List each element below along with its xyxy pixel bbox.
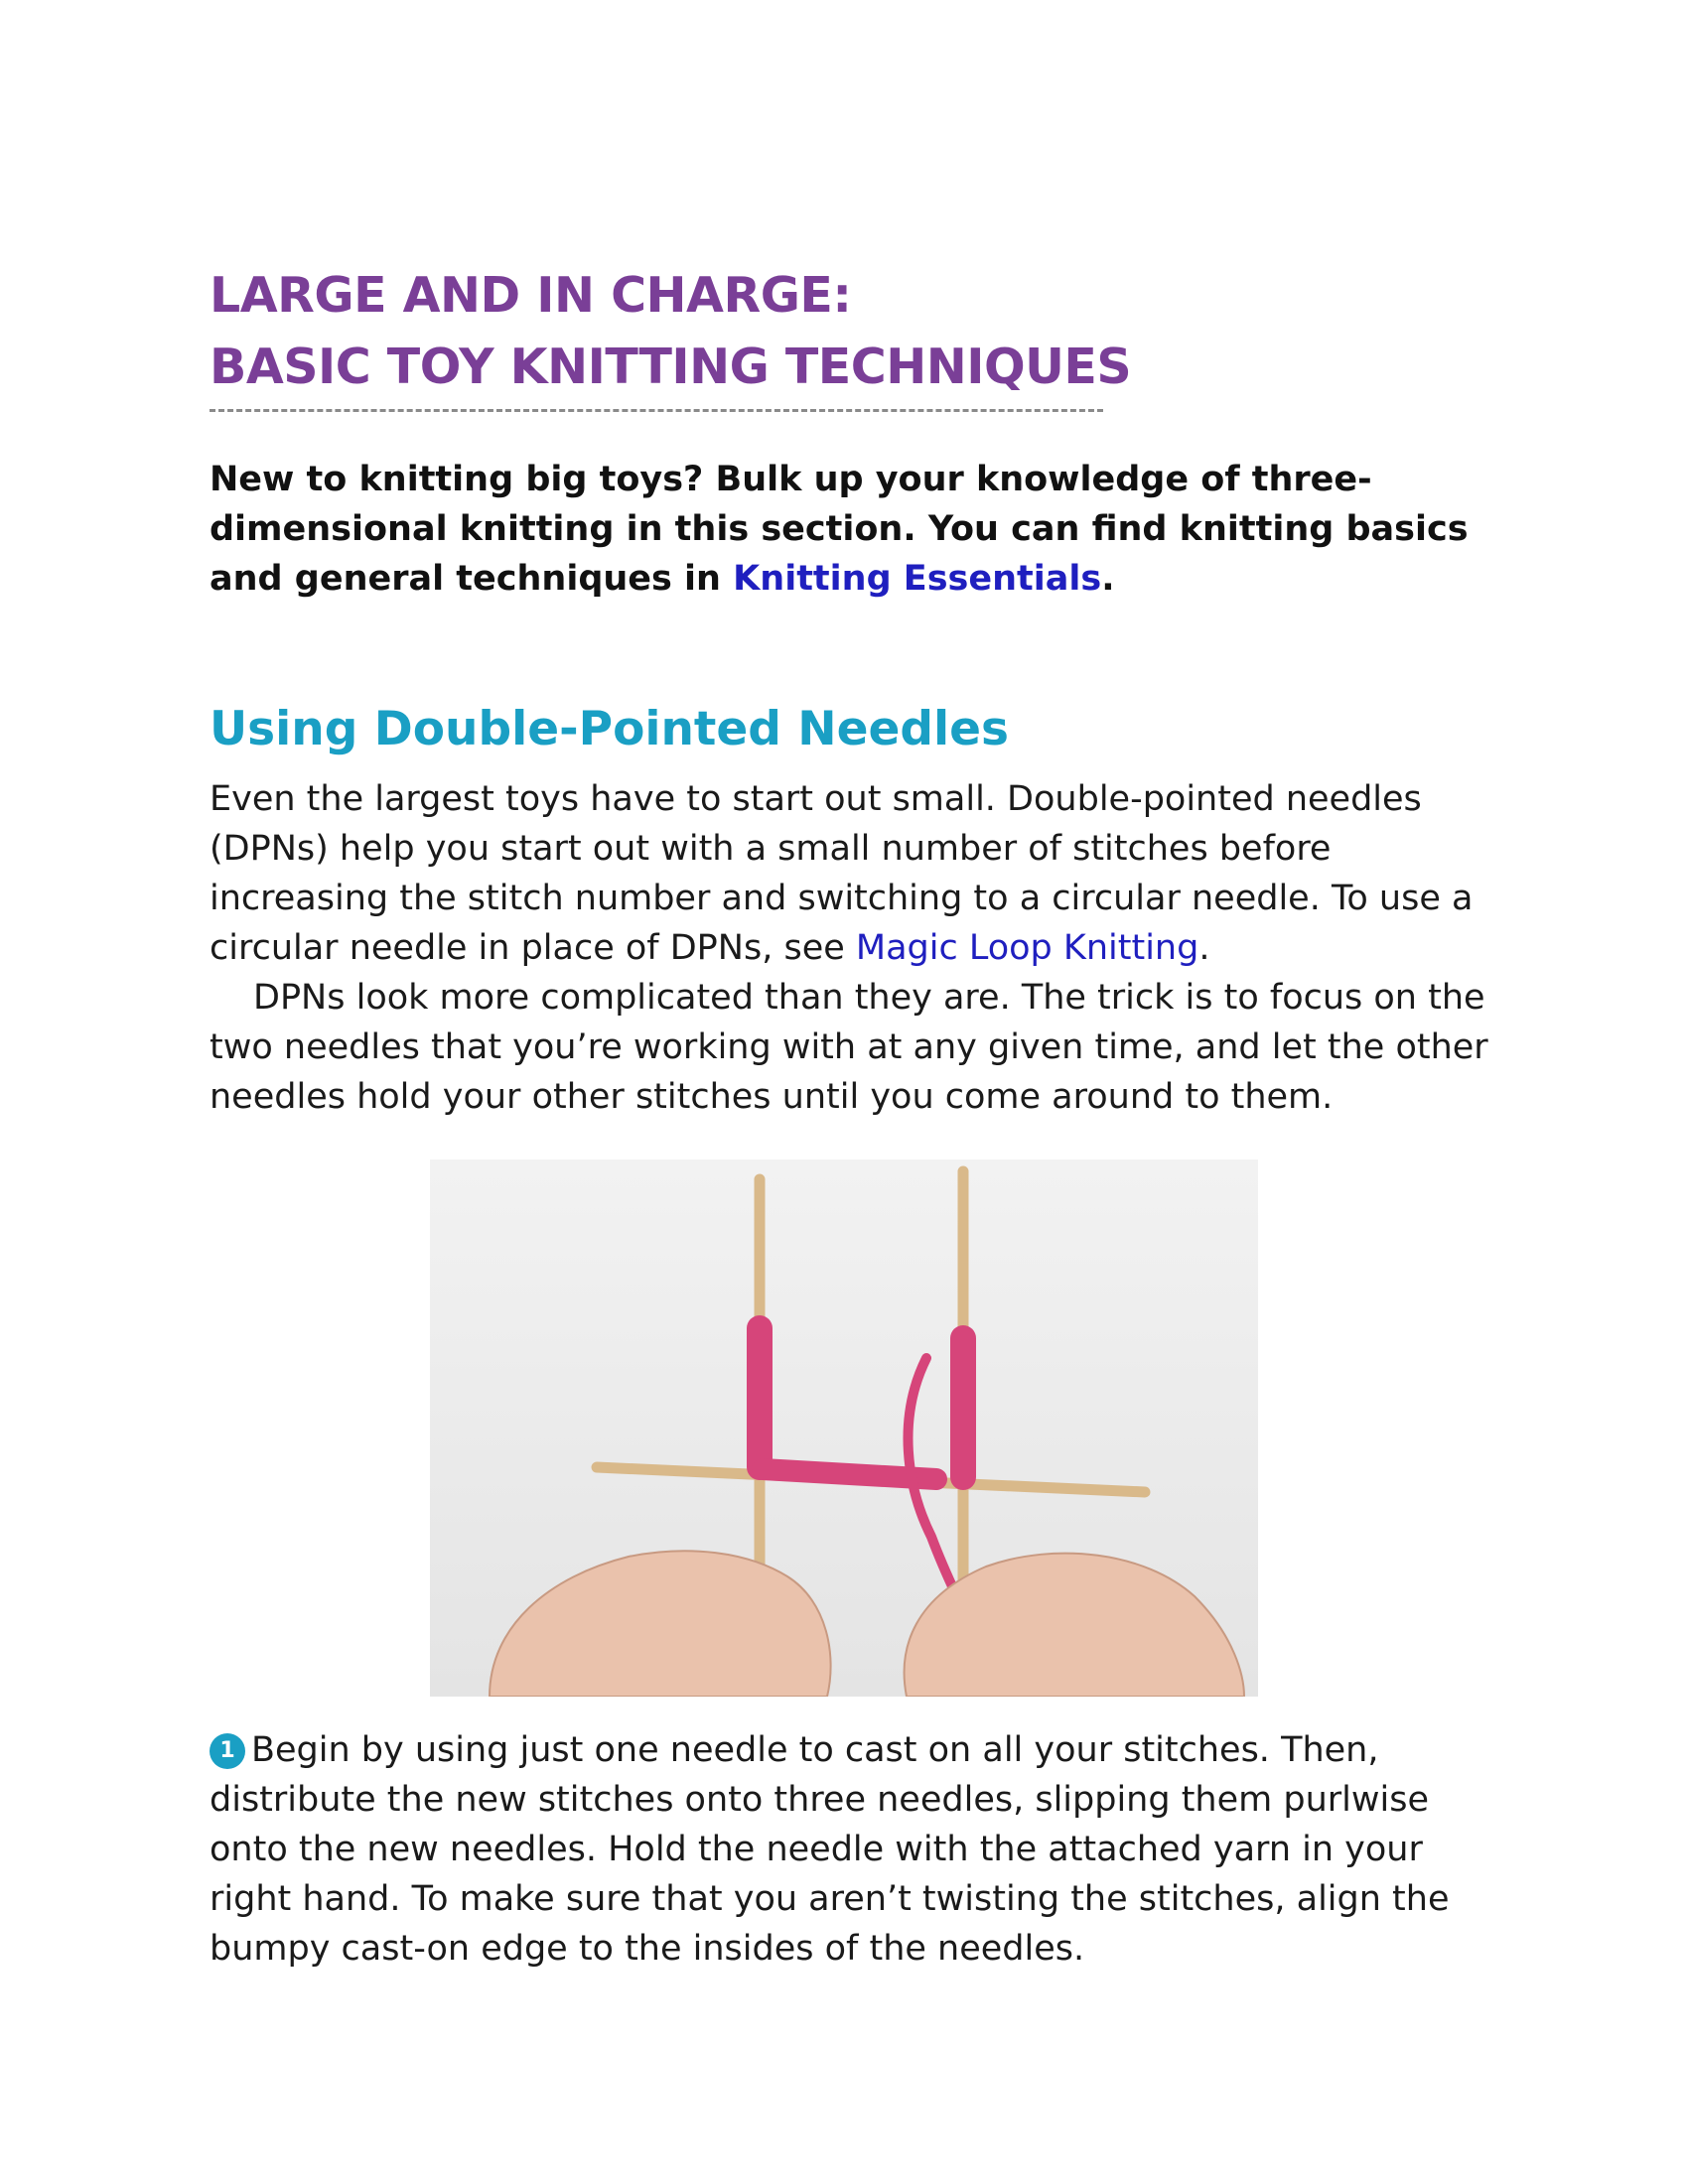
step-1 xyxy=(210,1725,1490,1974)
dpn-photo xyxy=(430,1160,1258,1697)
body-paragraph-1 xyxy=(210,774,1490,973)
page-title xyxy=(210,260,1131,403)
section-heading: Using Double-Pointed Needles xyxy=(210,702,1009,756)
page-title-line-2: BASIC TOY KNITTING TECHNIQUES xyxy=(210,339,1132,395)
step-1-text: Begin by using just one needle to cast on all your stitches. Then, distribute the new stitches onto three needles, slipping them purlwise onto the new needles. Hold the needle with the attached yarn in your right hand. To make sure that you aren’t twisting the stitches, align the bumpy cast-on edge to the insides of the needles. xyxy=(210,1730,1450,1969)
title-divider xyxy=(210,409,1103,412)
page-title-line-1: LARGE AND IN CHARGE: xyxy=(210,267,852,324)
intro-paragraph xyxy=(210,455,1480,604)
knitting-essentials-link[interactable]: Knitting Essentials xyxy=(733,559,1102,599)
dpn-photo-illustration xyxy=(430,1160,1258,1697)
magic-loop-knitting-link[interactable]: Magic Loop Knitting xyxy=(855,928,1199,968)
step-number-badge: 1 xyxy=(210,1733,245,1769)
paragraph-1-text: Even the largest toys have to start out small. Double-pointed needles (DPNs) help you start out with a small number of stitches before increasing the stitch number and switching to a circular needle. To use a circular needle in place of DPNs, see xyxy=(210,779,1474,968)
intro-text: New to knitting big toys? Bulk up your knowledge of three-dimensional knitting in this section. You can find knitting basics and general techniques in xyxy=(210,460,1469,599)
paragraph-1-text-end: . xyxy=(1198,928,1210,968)
intro-text-end: . xyxy=(1101,559,1115,599)
body-paragraph-2: DPNs look more complicated than they are. The trick is to focus on the two needles that you’re working with at any given time, and let the other needles hold your other stitches until you come around to them. xyxy=(210,978,1488,1117)
